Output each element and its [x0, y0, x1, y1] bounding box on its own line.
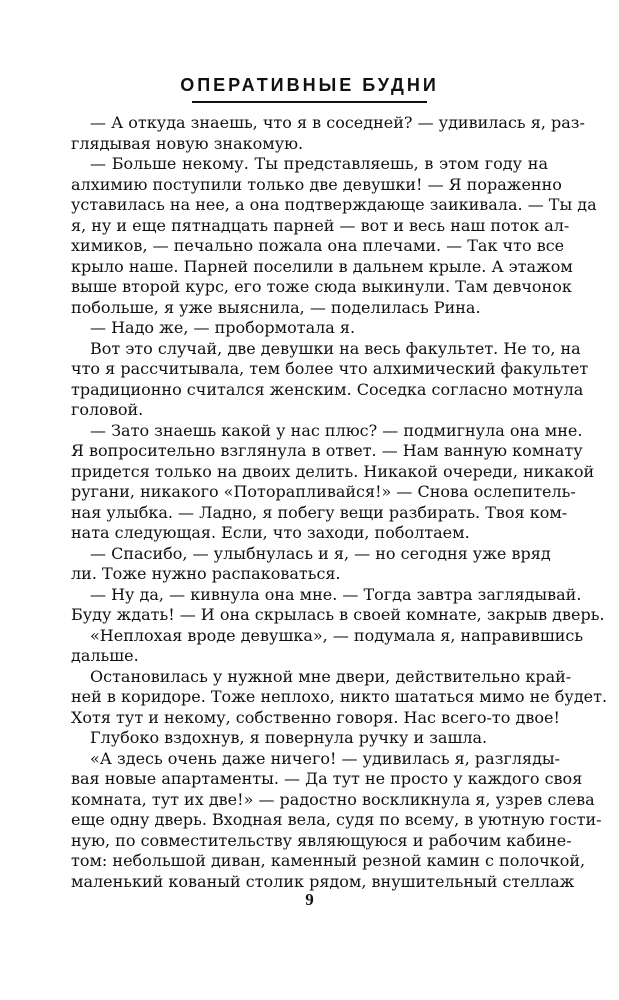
text-line: Я вопросительно взглянула в ответ. — Нам ванную комнату — [71, 441, 583, 460]
text-line: маленький кованый столик рядом, внушительный стеллаж — [71, 871, 575, 891]
text-line: ругани, никакого «Поторапливайся!» — Снова ослепитель- — [71, 482, 576, 501]
text-line: побольше, я уже выяснила, — поделилась Рина. — [71, 297, 481, 317]
text-line: комната, тут их две!» — радостно воскликнула я, узрев слева — [71, 789, 595, 809]
text-line: выше второй курс, его тоже сюда выкинули. Там девчонок — [71, 277, 572, 296]
text-line: ную, по совместительству являющуюся и рабочим кабине- — [71, 830, 572, 850]
text-line: еще одну дверь. Входная вела, судя по всему, в уютную гости- — [71, 810, 602, 829]
text-line: ная улыбка. — Ладно, я побегу вещи разбирать. Твоя ком- — [71, 502, 568, 522]
text-line: придется только на двоих делить. Никакой очереди, никакой — [71, 461, 595, 481]
text-line: головой. — [71, 400, 144, 419]
text-line: традиционно считался женским. Соседка согласно мотнула — [71, 379, 584, 399]
text-line: глядывая новую знакомую. — [71, 133, 304, 153]
text-line: уставилась на нее, а она подтверждающе заикивала. — Ты да — [71, 195, 597, 214]
text-line: я, ну и еще пятнадцать парней — вот и весь наш поток ал- — [71, 215, 570, 235]
text-line: ней в коридоре. Тоже неплохо, никто шататься мимо не будет. — [71, 687, 608, 706]
page-number: 9 — [305, 890, 314, 909]
running-head-rule — [192, 101, 427, 103]
text-line: «Неплохая вроде девушка», — подумала я, направившись — [90, 625, 584, 645]
text-line: алхимию поступили только две девушки! — Я пораженно — [71, 174, 562, 194]
text-line: том: небольшой диван, каменный резной камин с полочкой, — [71, 851, 586, 870]
text-line: что я рассчитывала, тем более что алхимический факультет — [71, 359, 589, 378]
text-line: — Спасибо, — улыбнулась и я, — но сегодня уже вряд — [90, 543, 551, 563]
text-line: Глубоко вздохнув, я повернула ручку и зашла. — [90, 728, 488, 747]
text-line: ли. Тоже нужно распаковаться. — [71, 564, 341, 583]
running-head-title: ОПЕРАТИВНЫЕ БУДНИ — [180, 75, 439, 95]
text-line: Хотя тут и некому, собственно говоря. Нас всего-то двое! — [71, 707, 560, 727]
text-line: химиков, — печально пожала она плечами. — Так что все — [71, 236, 565, 255]
running-head — [0, 74, 619, 96]
text-line: — Зато знаешь какой у нас плюс? — подмигнула она мне. — [90, 420, 583, 440]
text-line: Буду ждать! — И она скрылась в своей комнате, закрыв дверь. — [71, 605, 605, 624]
text-line: — Ну да, — кивнула она мне. — Тогда завтра заглядывай. — [90, 584, 582, 604]
text-line: Вот это случай, две девушки на весь факультет. Не то, на — [90, 338, 581, 358]
text-line: дальше. — [71, 646, 139, 665]
text-line: Остановилась у нужной мне двери, действительно край- — [90, 666, 572, 686]
text-line: крыло наше. Парней поселили в дальнем крыле. А этажом — [71, 256, 573, 276]
text-line: — Надо же, — пробормотала я. — [90, 318, 356, 337]
text-line: «А здесь очень даже ничего! — удивилась я, разгляды- — [90, 748, 561, 768]
text-line: — Больше некому. Ты представляешь, в этом году на — [90, 154, 548, 173]
text-line: — А откуда знаешь, что я в соседней? — удивилась я, раз- — [90, 113, 585, 132]
text-line: ната следующая. Если, что заходи, поболтаем. — [71, 523, 470, 542]
body-text — [71, 113, 608, 892]
text-line: вая новые апартаменты. — Да тут не просто у каждого своя — [71, 769, 583, 788]
